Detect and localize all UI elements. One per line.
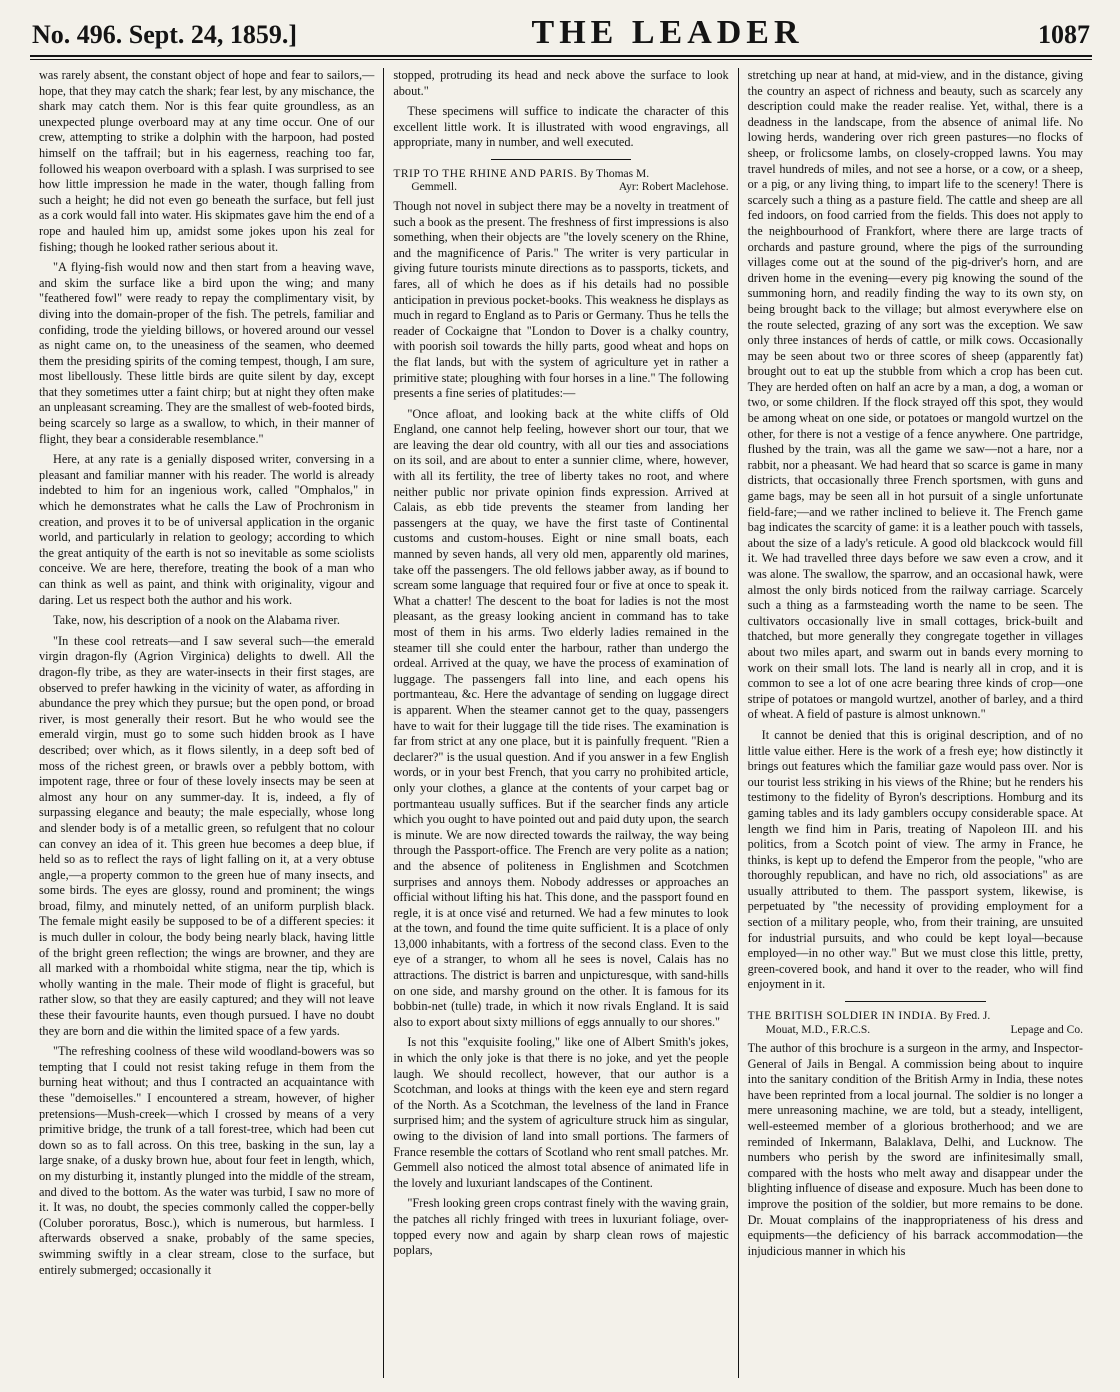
- page-number: 1087: [1038, 20, 1090, 49]
- section-divider: [491, 159, 632, 160]
- review-by: By Thomas M.: [579, 167, 650, 180]
- paragraph: stopped, protruding its head and neck above the surface to look about.": [393, 68, 729, 98]
- paragraph: stretching up near at hand, at mid-view, and in the distance, giving the country an aspect of richness and beauty, such as scarcely any description could make the reader realise. Yet, withal, there is a deadness in the landscape, from the absence of animal life. No lowing herds, wandering over rich green pastures—no flocks of sheep, or frolicsome lambs, on closely-cropped lawns. You may travel hundreds of miles, and not see a horse, or a cow, or a sheep, or a pig, or any living thing, to impart life to the scenery! There is scarcely such a thing as a pasture field. The cattle and sheep are all fed indoors, on food carried from the fields. This does not apply to the neighbourhood of Frankfort, where there are large tracts of orchards and pasture ground, where the pigs of the surrounding villages come out at the sound of the pig-driver's horn, and are driven home in the evening—every pig knowing the sound of the summoning horn, and readily finding the way to its own sty, on being brought back to the village; but almost everywhere else on the route selected, grazing of any sort was the exception. We saw only three instances of herds of cattle, or milk cows. Occasionally may be seen about two or three scores of sheep (apparently fat) brought out to eat up the stubble from which a crop has been cut. They are herded often on half an acre by a man, a dog, a woman or two, or some children. If the flock strayed off this spot, they would be among wheat on one side, or potatoes or mangold wurtzel on the other, for there is not a vestige of a fence anywhere. One partridge, flushed by the train, was all the game we saw—not a hare, nor a rabbit, nor a pheasant. We had heard that so scarce is game in many districts, that occasionally three French sportsmen, with guns and game bags, may be seen all in hot pursuit of a single unfortunate field-fare;—and we rather inclined to believe it. The French game bag indicates the scarcity of game: it is a leather pouch with tassels, about the size of a lady's reticule. A good old blackcock would fill it. We had travelled three days before we saw even a crow, and it was alone. The swallow, the sparrow, and an occasional hawk, were almost the only birds noticed from the railway carriage. Scarcely such a thing as a farmsteading worth the name to be seen. The cultivators occasionally live in small cottages, brick-built and thatched, but more generally they congregate together in villages about two miles apart, and swarm out in bands every morning to work on their small lots. The land is nearly all in crop, and it is common to see a lot of one acre bearing three kinds of crop—one stripe of potatoes or mangold wurtzel, another of barley, and a third of wheat. A field of pasture is almost unknown.": [747, 68, 1083, 722]
- paragraph: Take, now, his description of a nook on the Alabama river.: [53, 613, 340, 628]
- paragraph: It cannot be denied that this is original description, and of no little value either. Here is the work of a fresh eye; how distinctly it brings out features which the familiar gaze would pass over. Nor is our tourist less striking in his views of the Rhine; but he renders his testimony to the fidelity of Byron's descriptions. Homburg and its gaming tables and its lady gamblers occupy considerable space. At length we find him in Paris, treating of Napoleon III. and his politics, from a Scotch point of view. The army in France, he thinks, is kept up to defend the Emperor from the people, "who are thoroughly republican, and have no rich, old associations" as are usually attributed to them. The passport system, likewise, is perpetuated by "the necessity of providing employment for a section of a military people, who, from their training, are unsuited for industrial pursuits, and who could be kept loyal—because employed—in no other way." But we must close this little, pretty, green-covered book, and hand it over to the reader, who will find enjoyment in it.: [747, 727, 1083, 992]
- quote-paragraph: "Fresh looking green crops contrast finely with the waving grain, the patches all richly fringed with trees in luxuriant foliage, over-topped every now and again by sharp clean rows of majestic poplars,: [393, 1196, 729, 1258]
- quote-paragraph: "The refreshing coolness of these wild woodland-bowers was so tempting that I could not resist taking refuge in them from the burning heat without; and thus I contracted an acquaintance with these "demoiselles." I encountered a stream, however, of higher pretensions—Mush-creek—which I crossed by means of a very primitive bridge, the trunk of a tall forest-tree, which had been cut down so as to fall across. On this tree, basking in the sun, lay a large snake, of a dusky brown hue, about four feet in length, which, on my disturbing it, instantly plunged into the middle of the stream, and dived to the bottom. As the water was turbid, I saw no more of it. It was, no doubt, the species commonly called the copper-belly (Coluber pororatus, Bosc.), which is numerous, but harmless. I afterwards observed a snake, probably of the same species, swimming swiftly in a clear stream, close to the surface, but entirely submerged; occasionally it: [39, 1044, 375, 1277]
- quote-paragraph: "In these cool retreats—and I saw several such—the emerald virgin dragon-fly (Agrion Virginica) delights to dwell. All the dragon-fly tribe, as they are water-insects in their first stages, are observed to prefer hawking in the vicinity of water, as affording in abundance the prey which they pursue; but the open pond, or broad river, is most generally their resort. But he who would see the emerald virgin, must go to some such hidden brook as I have described; over which, as it flows silently, in a deep soft bed of moss of the richest green, or brawls over a pebbly bottom, with impotent rage, three or four of these lovely insects may be seen at almost any hour on any summer-day. It is, indeed, a fly of surpassing elegance and beauty; the male especially, whose long and slender body is of a metallic green, so refulgent that no colour can convey an idea of it. This green hue becomes a deep blue, if held so as to reflect the rays of light falling on it, at a very obtuse angle,—a property common to the green hue of many insects, and some birds. The eyes are glossy, round and prominent; the wings broad, filmy, and minutely netted, of an uniform purplish black. The female might easily be supposed to be of a different species: it is much duller in colour, the body being nearly black, having little of the bright green reflection; the wings are browner, and they are all marked with a rhomboidal white stigma, near the tip, which is wholly wanting in the male. Their mode of flight is graceful, but rather slow, so that they are easily captured; and they will not leave these their favourite haunts, even though pursued. I have no doubt they are born and die within the limited space of a few yards.: [39, 633, 375, 1038]
- column-2: [383, 68, 737, 1378]
- review-publisher: Lepage and Co.: [1010, 1023, 1083, 1036]
- paragraph: The author of this brochure is a surgeon in the army, and Inspector-General of Jails in Bengal. A commission being about to inquire into the sanitary condition of the British Army in India, these notes have been reprinted from a local journal. The soldier is no longer a mere unreasoning machine, we are told, but a steady, intelligent, well-esteemed member of a glorious brotherhood; and we are reminded of Inkermann, Balaklava, Delhi, and Lucknow. The numbers who perish by the sword are infinitesimally small, compared with the hosts who melt away and disappear under the blighting influence of disease and exposure. Much has been done to improve the position of the soldier, but more remains to be done. Dr. Mouat complains of the inappropriateness of his dress and equipments—the deficiency of his barrack accommodation—the injudicious manner in which his: [747, 1041, 1083, 1258]
- paragraph: was rarely absent, the constant object of hope and fear to sailors,—hope, that they may catch the shark; fear lest, by any mischance, the shark may catch them. Nor is this fear quite groundless, as an unexpected plunge overboard may at any time occur. One of our crew, attempting to strike a dolphin with the harpoon, had posted himself on the taffrail; but in his eagerness, reaching too far, followed his weapon overboard with a splash. I was surprised to see how little impression he made in the water, though falling from such a height; he did not even go beneath the surface, but fell just as a cork would fall into water. His skipmates gave him the end of a rope and hauled him up, amidst some jokes upon his zeal for fishing; though he looked rather serious about it.: [39, 68, 375, 254]
- quote-paragraph: "Once afloat, and looking back at the white cliffs of Old England, one cannot help feeling, however short our tour, that we are leaving the dear old country, with all our ties and associations on its soil, and are about to enter a sunnier clime, where, however, with all its fertility, the tree of liberty takes no root, and where neither public nor private opinion finds expression. Arrived at Calais, as ebb tide prevents the steamer from landing her passengers at the quay, we have the first taste of Continental customs and custom-houses. Eight or nine small boats, each manned by seven hands, all very old men, apparently old marines, take off the passengers. The old fellows jabber away, as if bound to scream some language that required four or five at once to speak it. What a chatter! The descent to the boat for ladies is not the most pleasant, as the greasy looking ancient in command has to take most of them in his arms. Two elderly ladies remained in the steamer till she could enter the harbour, rather than undergo the ordeal. Arrived at the quay, we have the process of examination of luggage. The passengers fall into line, and each opens his portmanteau, &c. Here the advantage of sending on luggage direct is apparent. When the steamer cannot get to the quay, passengers have to wait for their luggage till the tide rises. The examination is far from strict at any one place, but it is painfully frequent. "Rien a declarer?" is the usual question. And if you answer in a few English words, or in your best French, that you carry no prohibited article, only your clothes, a glance at the contents of your carpet bag or portmanteau usually suffices. But if the searcher finds any article which you ought to have pointed out and paid duty upon, the search is minute. We are now directed towards the railway, the way being through the Passport-office. The French are very polite as a nation; and the absence of politeness in Englishmen and Scotchmen surprises and annoys them. Nobody addresses or approaches an official without lifting his hat. This done, and the passport found en regle, it is at once visé and returned. We had a few minutes to look at the town, and found the time quite sufficient. It is a place of only 13,000 inhabitants, with a fortress of the second class. Even to the eye of a stranger, to whom all he sees is novel, Calais has no attractions. The district is barren and unpicturesque, with sand-hills on one side, and marshy ground on the other. It is famous for its bobbin-net (tulle) trade, in which it now rivals England. It is said also to export about sixty millions of eggs annually to our shores.": [393, 406, 729, 1029]
- paragraph: Though not novel in subject there may be a novelty in treatment of such a book as the present. The freshness of first impressions is also something, when their objects are "the lovely scenery on the Rhine, and the magnificence of Paris." The writer is very particular in giving future tourists minute directions as to passports, tickets, and fares, all of which he does as if his details had no possible anticipation in previous pocket-books. This weakness he displays as much in regard to England as to Paris or Germany. Thus he tells the reader of Cockaigne that "London to Dover is a chalky country, with poorish soil towards the hilly parts, good wheat and hops on the flat lands, but with the system of agriculture yet in rather a primitive state; ploughing with four horses in a line." The following presents a fine series of platitudes:—: [393, 198, 729, 401]
- review-title: THE BRITISH SOLDIER IN INDIA.: [747, 1010, 937, 1023]
- review-author: Mouat, M.D., F.R.C.S.: [765, 1023, 871, 1036]
- column-3: [738, 68, 1092, 1378]
- review-publisher: Ayr: Robert Maclehose.: [618, 181, 729, 194]
- issue-line: No. 496. Sept. 24, 1859.]: [32, 20, 298, 49]
- review-by: By Fred. J.: [939, 1010, 991, 1023]
- paragraph: Is not this "exquisite fooling," like one of Albert Smith's jokes, in which the only joke is that there is no joke, and yet the people laugh. We should recollect, however, that our author is a Scotchman, and looks at things with the keen eye and stern regard of the North. As a Scotchman, the levelness of the land in France surprised him; and the system of agriculture struck him as singular, owing to the division of land into small portions. The farmers of France resemble the cottars of Scotland who rent small patches. Mr. Gemmell also noticed the almost total absence of animated life in the lovely and luxuriant landscapes of the Continent.: [393, 1035, 729, 1190]
- column-1: [30, 68, 383, 1378]
- quote-paragraph: "A flying-fish would now and then start from a heaving wave, and skim the surface like a bird upon the wing; and many "feathered fowl" were ready to repay the complimentary visit, by diving into the domain-proper of the fish. The petrels, familiar and confiding, trode the yielding billows, or hovered around our vessel as night came on, to the uneasiness of the seamen, who deemed them the presiding spirits of the coming tempest, though, I am sure, most libellously. These little birds are quite silent by day, except that they sometimes utter a faint chirp; but at night they often make an unpleasant screaming. They are the smallest of web-footed birds, being scarcely so large as a swallow, to which, in their manner of flight, they bear a considerable resemblance.": [39, 260, 375, 446]
- review-heading: [393, 168, 728, 195]
- review-author: Gemmell.: [411, 181, 457, 194]
- masthead-rule: [30, 59, 1092, 60]
- review-heading: [748, 1010, 1083, 1037]
- section-divider: [845, 1001, 986, 1002]
- paragraph: Here, at any rate is a genially disposed writer, conversing in a pleasant and familiar manner with his reader. The world is already indebted to him for an ingenious work, called "Omphalos," in which he demonstrates what he calls the Law of Prochronism in creation, and proves it to be of universal application in the organic world, and particularly in relation to geology; according to which the great antiquity of the earth is not so inevitable as some sciolists conceive. We are here, therefore, treating the book of a man who can think as well as paint, and think with originality, vigour and daring. Let us respect both the author and his work.: [39, 452, 375, 607]
- review-title: TRIP TO THE RHINE AND PARIS.: [393, 167, 578, 180]
- paragraph: These specimens will suffice to indicate the character of this excellent little work. It is illustrated with wood engravings, all appropriate, many in number, and well executed.: [393, 104, 729, 150]
- columns: [30, 68, 1092, 1378]
- masthead: [30, 14, 1092, 57]
- newspaper-title: THE LEADER: [531, 14, 804, 51]
